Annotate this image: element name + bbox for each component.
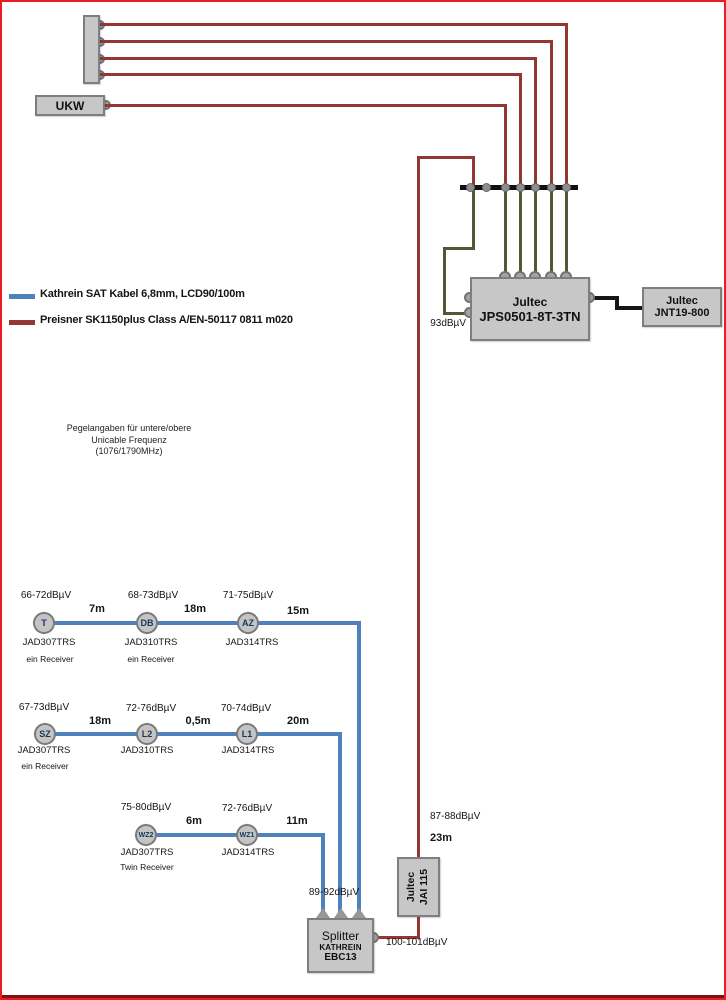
multiswitch-box (470, 277, 590, 341)
outlet-cable-row1 (357, 621, 361, 918)
multiswitch-model: JPS0501-8T-3TN (479, 308, 581, 324)
ukw-label: UKW (55, 98, 85, 113)
outlet-model: JAD314TRS (221, 745, 275, 756)
outlet-cable-row1 (44, 621, 360, 625)
receiver-note: ein Receiver (26, 654, 74, 664)
splitter-box (307, 918, 374, 973)
coax-cable-segment (565, 23, 568, 187)
coax-cable-segment (100, 57, 537, 60)
outlet-level: 67-73dBµV (18, 702, 70, 713)
riser-cable-segment (417, 156, 475, 159)
grounded-cable-segment (504, 188, 507, 278)
cable-length: 0,5m (185, 715, 211, 727)
splitter-port-icon (352, 908, 366, 918)
splitter-port-icon (316, 908, 330, 918)
multiswitch-input-level: 93dBµV (430, 318, 466, 329)
cable-length: 18m (183, 603, 207, 615)
outlet-id: WZ2 (138, 831, 154, 839)
outlet-level: 70-74dBµV (220, 703, 272, 714)
outlet-id: SZ (39, 729, 51, 739)
outlet-model: JAD310TRS (124, 637, 178, 648)
receiver-note: Twin Receiver (120, 862, 174, 872)
outlet-model: JAD307TRS (22, 637, 76, 648)
antenna-output-box (83, 15, 100, 84)
outlet-model: JAD310TRS (120, 745, 174, 756)
level-note-line2: Unicable Frequenz (91, 434, 167, 445)
power-supply-brand: Jultec (666, 295, 698, 307)
outlet-model: JAD307TRS (17, 745, 71, 756)
ground-clamp-dot (466, 183, 475, 192)
coax-cable-segment (519, 73, 522, 187)
ground-clamp-dot (516, 183, 525, 192)
riser-cable-segment (472, 156, 475, 187)
outlet-cable-row2 (45, 732, 341, 736)
outlet-id: T (41, 618, 47, 628)
cable-length: 7m (89, 603, 105, 615)
cable-length: 15m (286, 605, 310, 617)
outlet-level: 75-80dBµV (120, 802, 172, 813)
outlet-id: WZ1 (239, 831, 255, 839)
level-note (67, 423, 192, 458)
outlet-level: 72-76dBµV (125, 703, 177, 714)
outlet-level: 68-73dBµV (127, 590, 179, 601)
ground-clamp-dot (482, 183, 491, 192)
level-note-line3: (1076/1790MHz) (95, 446, 163, 456)
legend-swatch-red-cable (9, 320, 35, 325)
riser-cable-length: 23m (430, 832, 453, 844)
ground-clamp-dot (547, 183, 556, 192)
splitter-feed-level: 100-101dBµV (386, 937, 448, 948)
ukw-cable-segment (105, 104, 507, 107)
power-supply-box (642, 287, 722, 327)
coax-cable-segment (100, 40, 553, 43)
outlet-id: L1 (241, 729, 253, 739)
outlet-cable-row3 (321, 833, 325, 918)
cable-length: 6m (186, 815, 202, 827)
coax-cable-segment (534, 57, 537, 187)
splitter-brand: KATHREIN (319, 942, 362, 952)
grounded-input-cable (443, 247, 446, 315)
ukw-cable-segment (504, 104, 507, 187)
ground-clamp-dot (562, 183, 571, 192)
grounded-cable-segment (550, 188, 553, 278)
cable-length: 11m (286, 815, 308, 827)
ukw-antenna-box (35, 95, 105, 116)
cable-length: 20m (286, 715, 310, 727)
cable-length: 18m (88, 715, 112, 727)
coax-cable-segment (100, 23, 568, 26)
outlet-model: JAD314TRS (221, 847, 275, 858)
splitter-title: Splitter (321, 928, 360, 943)
legend-label-blue-cable: Kathrein SAT Kabel 6,8mm, LCD90/100m (40, 288, 245, 300)
power-cable-segment (615, 306, 644, 310)
splitter-model: EBC13 (324, 951, 357, 963)
multiswitch-brand: Jultec (512, 294, 548, 309)
outlet-level: 71-75dBµV (222, 590, 274, 601)
receiver-note: ein Receiver (21, 761, 69, 771)
grounded-cable-segment (534, 188, 537, 278)
outlet-id: L2 (141, 729, 153, 739)
outlet-id: DB (140, 618, 154, 628)
grounded-cable-segment (519, 188, 522, 278)
grounded-cable-segment (565, 188, 568, 278)
ground-clamp-dot (531, 183, 540, 192)
amplifier-level: 87-88dBµV (430, 811, 481, 822)
outlet-level: 66-72dBµV (20, 590, 72, 601)
legend-swatch-blue-cable (9, 294, 35, 299)
power-supply-model: JNT19-800 (654, 307, 710, 319)
outlet-id: AZ (242, 618, 254, 628)
splitter-port-icon (334, 908, 348, 918)
ground-clamp-dot (501, 183, 510, 192)
amplifier-brand: Jultec (405, 871, 418, 903)
grounded-input-cable (443, 247, 475, 250)
receiver-note: ein Receiver (127, 654, 175, 664)
legend-label-red-cable: Preisner SK1150plus Class A/EN-50117 0811 m020 (40, 314, 293, 326)
outlet-model: JAD314TRS (225, 637, 279, 648)
level-note-line1: Pegelangaben für untere/obere (66, 423, 192, 433)
bottom-border-strip (2, 995, 724, 998)
coax-cable-segment (100, 73, 522, 76)
amplifier-label (405, 869, 431, 905)
riser-cable-segment (417, 156, 420, 857)
coax-cable-segment (550, 40, 553, 187)
amplifier-box (397, 857, 440, 917)
splitter-input-level: 89-92dBµV (308, 887, 360, 898)
outlet-model: JAD307TRS (120, 847, 174, 858)
grounded-input-cable (472, 188, 475, 250)
outlet-level: 72-76dBµV (221, 803, 273, 814)
amplifier-model: JAI 115 (418, 868, 431, 906)
